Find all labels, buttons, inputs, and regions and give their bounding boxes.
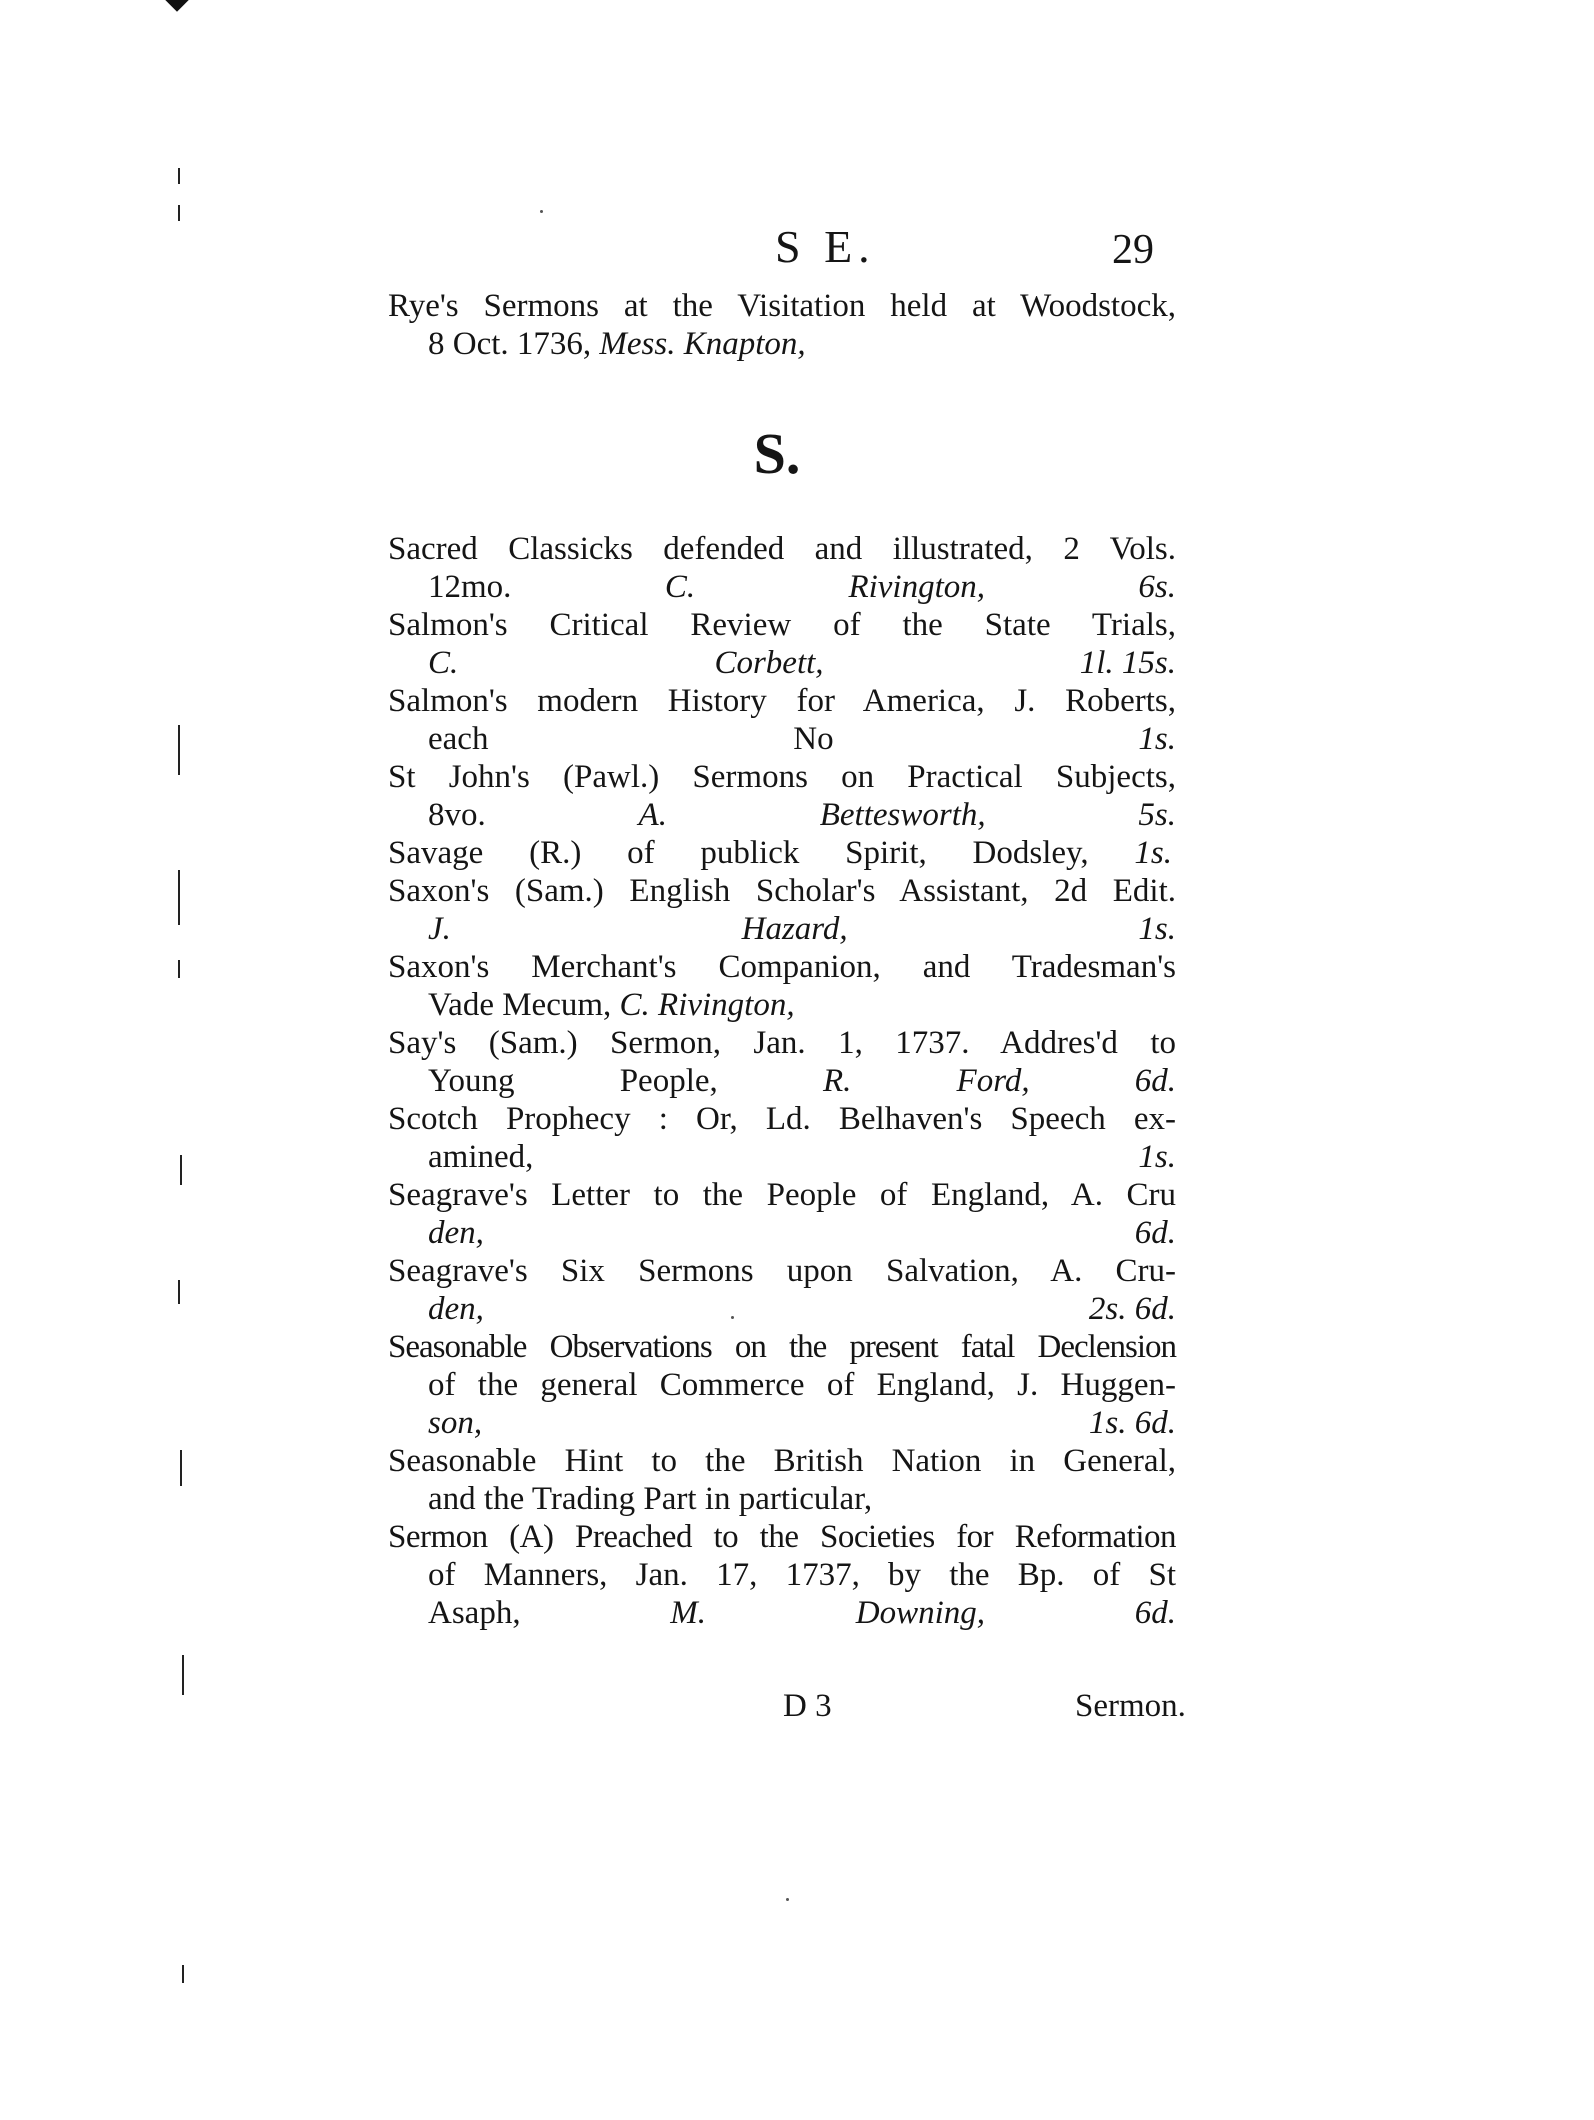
ink-speck bbox=[786, 1898, 789, 1901]
catalogue-entry bbox=[388, 758, 1176, 834]
margin-mark bbox=[178, 205, 180, 221]
entry-title-continued: of the general Commerce of England, J. Huggen- bbox=[428, 1367, 1176, 1403]
margin-mark bbox=[180, 1450, 182, 1486]
entry-title-with-price bbox=[388, 834, 1176, 872]
margin-mark bbox=[178, 1280, 180, 1304]
entry-publisher: M. Downing, bbox=[670, 1595, 986, 1631]
catalogue-entry bbox=[388, 834, 1176, 872]
catalogue-entry bbox=[388, 1328, 1176, 1442]
entry-detail: 12mo. bbox=[428, 569, 665, 605]
catalogue-entry bbox=[388, 1100, 1176, 1176]
catalogue-entry bbox=[388, 606, 1176, 682]
entry-title: St John's (Pawl.) Sermons on Practical Subjects, bbox=[388, 759, 1176, 795]
catalogue-entry bbox=[388, 872, 1176, 948]
entry-continuation bbox=[388, 986, 1176, 1024]
entry-publisher: C. Rivington, bbox=[664, 569, 986, 605]
entry-title: Sermon (A) Preached to the Societies for Reformation bbox=[388, 1519, 1176, 1555]
entry-title-continued: of Manners, Jan. 17, 1737, by the Bp. of St bbox=[428, 1557, 1176, 1593]
section-heading bbox=[0, 420, 1594, 487]
entry-continuation bbox=[388, 1404, 1176, 1442]
signature-mark: D 3 bbox=[783, 1688, 832, 1724]
entry-continuation bbox=[388, 1138, 1176, 1176]
entry-publisher: Mess. Knapton, bbox=[599, 326, 806, 362]
running-head bbox=[0, 220, 1594, 280]
entry-price: 2s. 6d. bbox=[1088, 1291, 1176, 1327]
catalogue-entry bbox=[388, 1442, 1176, 1518]
entry-continuation bbox=[388, 1214, 1176, 1252]
entry-price: 6s. bbox=[1138, 569, 1177, 605]
entry-title: Seagrave's Letter to the People of England, A. Cru bbox=[388, 1177, 1176, 1213]
entry-title: Rye's Sermons at the Visitation held at Woodstock, bbox=[388, 288, 1176, 324]
page-corner-mark bbox=[168, 0, 190, 12]
entry-price: 1s. bbox=[1138, 721, 1176, 757]
entry-publisher: son, bbox=[428, 1405, 483, 1441]
entry-continuation bbox=[388, 1062, 1176, 1100]
catalogue-list bbox=[388, 530, 1176, 1632]
entry-title: Saxon's Merchant's Companion, and Tradesman's bbox=[388, 949, 1176, 985]
margin-mark bbox=[182, 1965, 184, 1983]
catalogue-entry bbox=[388, 1252, 1176, 1328]
entry-detail: each No bbox=[428, 721, 834, 757]
entry-title: Seasonable Hint to the British Nation in General, bbox=[388, 1443, 1176, 1479]
entry-continuation bbox=[388, 568, 1176, 606]
entry-title: Seasonable Observations on the present fatal Declension bbox=[388, 1329, 1176, 1365]
entry-continuation bbox=[388, 1480, 1176, 1518]
margin-mark bbox=[178, 870, 180, 925]
entry-publisher: C. Rivington, bbox=[619, 987, 795, 1023]
catchline bbox=[0, 1688, 1594, 1738]
entry-publisher: A. Bettesworth, bbox=[638, 797, 986, 833]
entry-title: Sacred Classicks defended and illustrated, 2 Vols. bbox=[388, 531, 1176, 567]
catalogue-entry bbox=[388, 948, 1176, 1024]
catalogue-entry bbox=[388, 530, 1176, 606]
entry-publisher: den, bbox=[428, 1215, 484, 1251]
catalogue-entry bbox=[388, 1176, 1176, 1252]
entry-title: Scotch Prophecy : Or, Ld. Belhaven's Speech ex- bbox=[388, 1101, 1176, 1137]
entry-detail: 8 Oct. 1736, bbox=[428, 326, 600, 362]
ink-speck bbox=[540, 210, 543, 213]
margin-mark bbox=[178, 725, 180, 775]
margin-mark bbox=[178, 168, 180, 184]
entry-detail: amined, bbox=[428, 1139, 534, 1175]
margin-mark bbox=[180, 1155, 182, 1185]
entry-detail: Asaph, bbox=[428, 1595, 671, 1631]
section-letter: S. bbox=[753, 421, 801, 486]
entry-continuation bbox=[388, 644, 1176, 682]
entry-publisher: den, bbox=[428, 1291, 484, 1327]
entry-detail: 8vo. bbox=[428, 797, 639, 833]
entry-price: 1s. bbox=[1138, 1139, 1176, 1175]
page-number: 29 bbox=[1112, 227, 1154, 273]
entry-title: Seagrave's Six Sermons upon Salvation, A. Cru- bbox=[388, 1253, 1176, 1289]
entry-continuation bbox=[388, 325, 1176, 363]
entry-price: 1l. 15s. bbox=[1079, 645, 1176, 681]
catalogue-entry bbox=[388, 287, 1176, 363]
catalogue-entry bbox=[388, 1518, 1176, 1632]
catalogue-entry bbox=[388, 682, 1176, 758]
entry-title: Saxon's (Sam.) English Scholar's Assistant, 2d Edit. bbox=[388, 873, 1176, 909]
catalogue-entry bbox=[388, 1024, 1176, 1100]
entry-title: Salmon's modern History for America, J. Roberts, bbox=[388, 683, 1176, 719]
running-head-section: S E. bbox=[775, 221, 876, 272]
entry-title: Say's (Sam.) Sermon, Jan. 1, 1737. Addres'd to bbox=[388, 1025, 1176, 1061]
entry-price: 6d. bbox=[1134, 1215, 1176, 1251]
entry-price: 1s. 6d. bbox=[1088, 1405, 1176, 1441]
entry-price: 6d. bbox=[1134, 1063, 1177, 1099]
entry-continuation bbox=[388, 1594, 1176, 1632]
entry-title: Savage (R.) of publick Spirit, Dodsley, bbox=[388, 835, 1089, 871]
entry-continuation bbox=[388, 1290, 1176, 1328]
entry-detail: Young People, bbox=[428, 1063, 823, 1099]
catchword: Sermon. bbox=[1075, 1688, 1186, 1724]
entry-continuation bbox=[388, 910, 1176, 948]
entry-price: 1s. bbox=[1134, 835, 1173, 871]
carried-over-entry bbox=[388, 287, 1176, 363]
entry-publisher: C. Corbett, bbox=[428, 645, 824, 681]
entry-publisher: R. Ford, bbox=[822, 1063, 1030, 1099]
entry-continuation bbox=[388, 796, 1176, 834]
entry-continuation bbox=[388, 720, 1176, 758]
margin-mark bbox=[178, 960, 180, 978]
entry-price: 5s. bbox=[1138, 797, 1176, 833]
entry-title: Salmon's Critical Review of the State Trials, bbox=[388, 607, 1176, 643]
entry-publisher: J. Hazard, bbox=[428, 911, 848, 947]
entry-price: 1s. bbox=[1138, 911, 1176, 947]
entry-price: 6d. bbox=[1134, 1595, 1177, 1631]
entry-detail: Vade Mecum, bbox=[428, 987, 620, 1023]
entry-detail: and the Trading Part in particular, bbox=[428, 1481, 873, 1517]
